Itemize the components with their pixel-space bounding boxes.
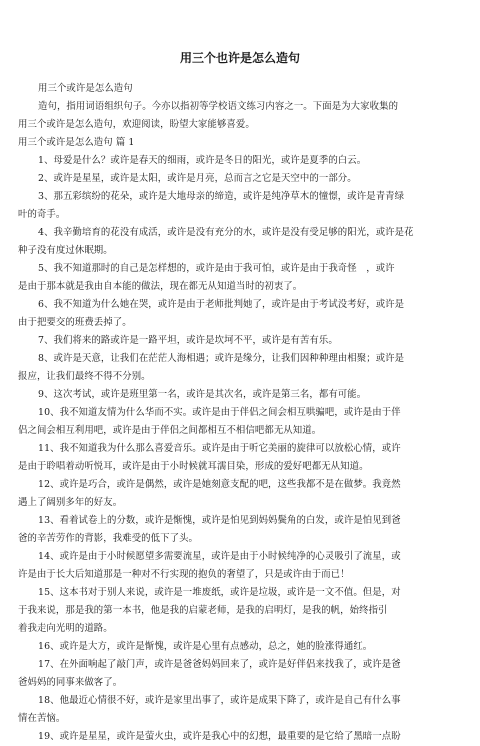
sentence-line: 12、或许是巧合，或许是偶然，或许是她刻意支配的吧，这些我都不是在做梦。我竟然: [38, 479, 401, 490]
sentence-item: [18, 350, 462, 386]
document-title: 用三个也许是怎么造句: [179, 51, 300, 65]
sentence-item: [18, 188, 462, 224]
sentence-line: 于我来说，那是我的第一本书，他是我的启蒙老师，是我的启明灯，是我的帆，始终指引: [18, 605, 388, 616]
sentence-list: [18, 152, 462, 746]
document-subtitle: 用三个或许是怎么造句: [38, 83, 133, 94]
sentence-line: 8、或许是天意，让我们在茫茫人海相遇；或许是缘分，让我们因种种理由相聚；或许是: [38, 353, 405, 364]
sentence-item: [18, 152, 462, 170]
sentence-item: [18, 512, 462, 548]
sentence-line: 1、母爱是什么？或许是春天的细雨，或许是冬日的阳光，或许是夏季的白云。: [38, 155, 367, 166]
sentence-item: [18, 548, 462, 584]
sentence-line: 7、我们将来的路或许是一路平坦，或许是坎坷不平，或许是有苦有乐。: [38, 335, 338, 346]
sentence-line: 15、这本书对于别人来说，或许是一堆废纸，或许是垃圾，或许是一文不值。但是，对: [38, 587, 401, 598]
sentence-item: [18, 170, 462, 188]
sentence-line: 11、我不知道我为什么那么喜爱音乐。或许是由于听它美丽的旋律可以放松心情，或许: [38, 443, 401, 454]
sentence-item: [18, 476, 462, 512]
sentence-line: 着我走向光明的道路。: [18, 623, 113, 634]
sentence-line: 情在苦恼。: [18, 713, 66, 724]
sentence-item: [18, 260, 462, 296]
sentence-line: 许是由于长大后知道那是一种对不行实现的抱负的奢望了，只是或许由于而已！: [18, 569, 350, 580]
sentence-line: 19、或许是星星，或许是萤火虫，或许是我心中的幻想，最重要的是它给了黑暗一点盼: [38, 731, 401, 742]
sentence-line: 种子没有度过休眠期。: [18, 245, 113, 256]
sentence-line: 报应，让我们最终不得不分别。: [18, 371, 151, 382]
sentence-item: [18, 728, 462, 746]
sentence-item: [18, 296, 462, 332]
sentence-line: 14、或许是由于小时候愿望多需要流星，或许是由于小时候纯净的心灵吸引了流星，或: [38, 551, 401, 562]
sentence-line: 18、他最近心情很不好，或许是家里出事了，或许是成果下降了，或许是自己有什么事: [38, 695, 401, 706]
sentence-line: 4、我辛勤培育的花没有成活，或许是没有充分的水，或许是没有受足够的阳光，或许是花: [38, 227, 414, 238]
sentence-item: [18, 656, 462, 692]
intro-paragraph-line-1: 造句，指用词语组织句子。今亦以指初等学校语文练习内容之一。下面是为大家收集的: [38, 101, 399, 112]
sentence-line: 16、或许是大方，或许是惭愧，或许是心里有点感动，总之，她的脸涨得通红。: [38, 641, 373, 652]
section-heading: 用三个或许是怎么造句 篇 1: [18, 137, 135, 148]
sentence-line: 遇上了阔别多年的好友。: [18, 497, 123, 508]
sentence-line: 9、这次考试，或许是班里第一名，或许是其次名，或许是第三名，都有可能。: [38, 389, 367, 400]
sentence-line: 爸妈妈的同事来做客了。: [18, 677, 123, 688]
sentence-line: 由于把要交的班费丢掉了。: [18, 317, 132, 328]
sentence-item: [18, 332, 462, 350]
sentence-item: [18, 692, 462, 728]
sentence-line: 是由于那本就是我由自本能的做法，现在都无从知道当时的初衷了。: [18, 281, 303, 292]
sentence-item: [18, 224, 462, 260]
sentence-line: 6、我不知道为什么她在哭，或许是由于老师批判她了，或许是由于考试没考好，或许是: [38, 299, 405, 310]
sentence-line: 3、那五彩缤纷的花朵，或许是大地母亲的缔造，或许是纯净草木的憧憬，或许是青青绿: [38, 191, 405, 202]
sentence-item: [18, 584, 462, 638]
sentence-line: 叶的奇手。: [18, 209, 66, 220]
sentence-item: [18, 404, 462, 440]
sentence-line: 5、我不知道那时的自己是怎样想的，或许是由于我可怕，或许是由于我奇怪 ，或许: [38, 263, 395, 274]
sentence-item: [18, 386, 462, 404]
sentence-line: 侣之间会相互利用吧，或许是由于伴侣之间都相互不相信吧都无从知道。: [18, 425, 322, 436]
sentence-line: 是由于聆唱着动听悦耳，或许是由于小时候就耳濡目染，形成的爱好吧都无从知道。: [18, 461, 369, 472]
sentence-line: 10、我不知道友情为什么华而不实。或许是由于伴侣之间会相互哄骗吧，或许是由于伴: [38, 407, 401, 418]
intro-paragraph-line-2: 用三个或许是怎么造句，欢迎阅读，盼望大家能够喜爱。: [18, 119, 255, 130]
sentence-line: 2、或许是星星，或许是太阳，或许是月亮，总而言之它是天空中的一部分。: [38, 173, 357, 184]
sentence-line: 17、在外面响起了敲门声，或许是爸爸妈妈回来了，或许是好伴侣来找我了，或许是爸: [38, 659, 401, 670]
sentence-line: 爸的辛苦劳作的背影，我难受的低下了头。: [18, 533, 199, 544]
sentence-item: [18, 440, 462, 476]
sentence-item: [18, 638, 462, 656]
sentence-line: 13、看着试卷上的分数，或许是惭愧，或许是怕见到妈妈鬓角的白发，或许是怕见到爸: [38, 515, 401, 526]
